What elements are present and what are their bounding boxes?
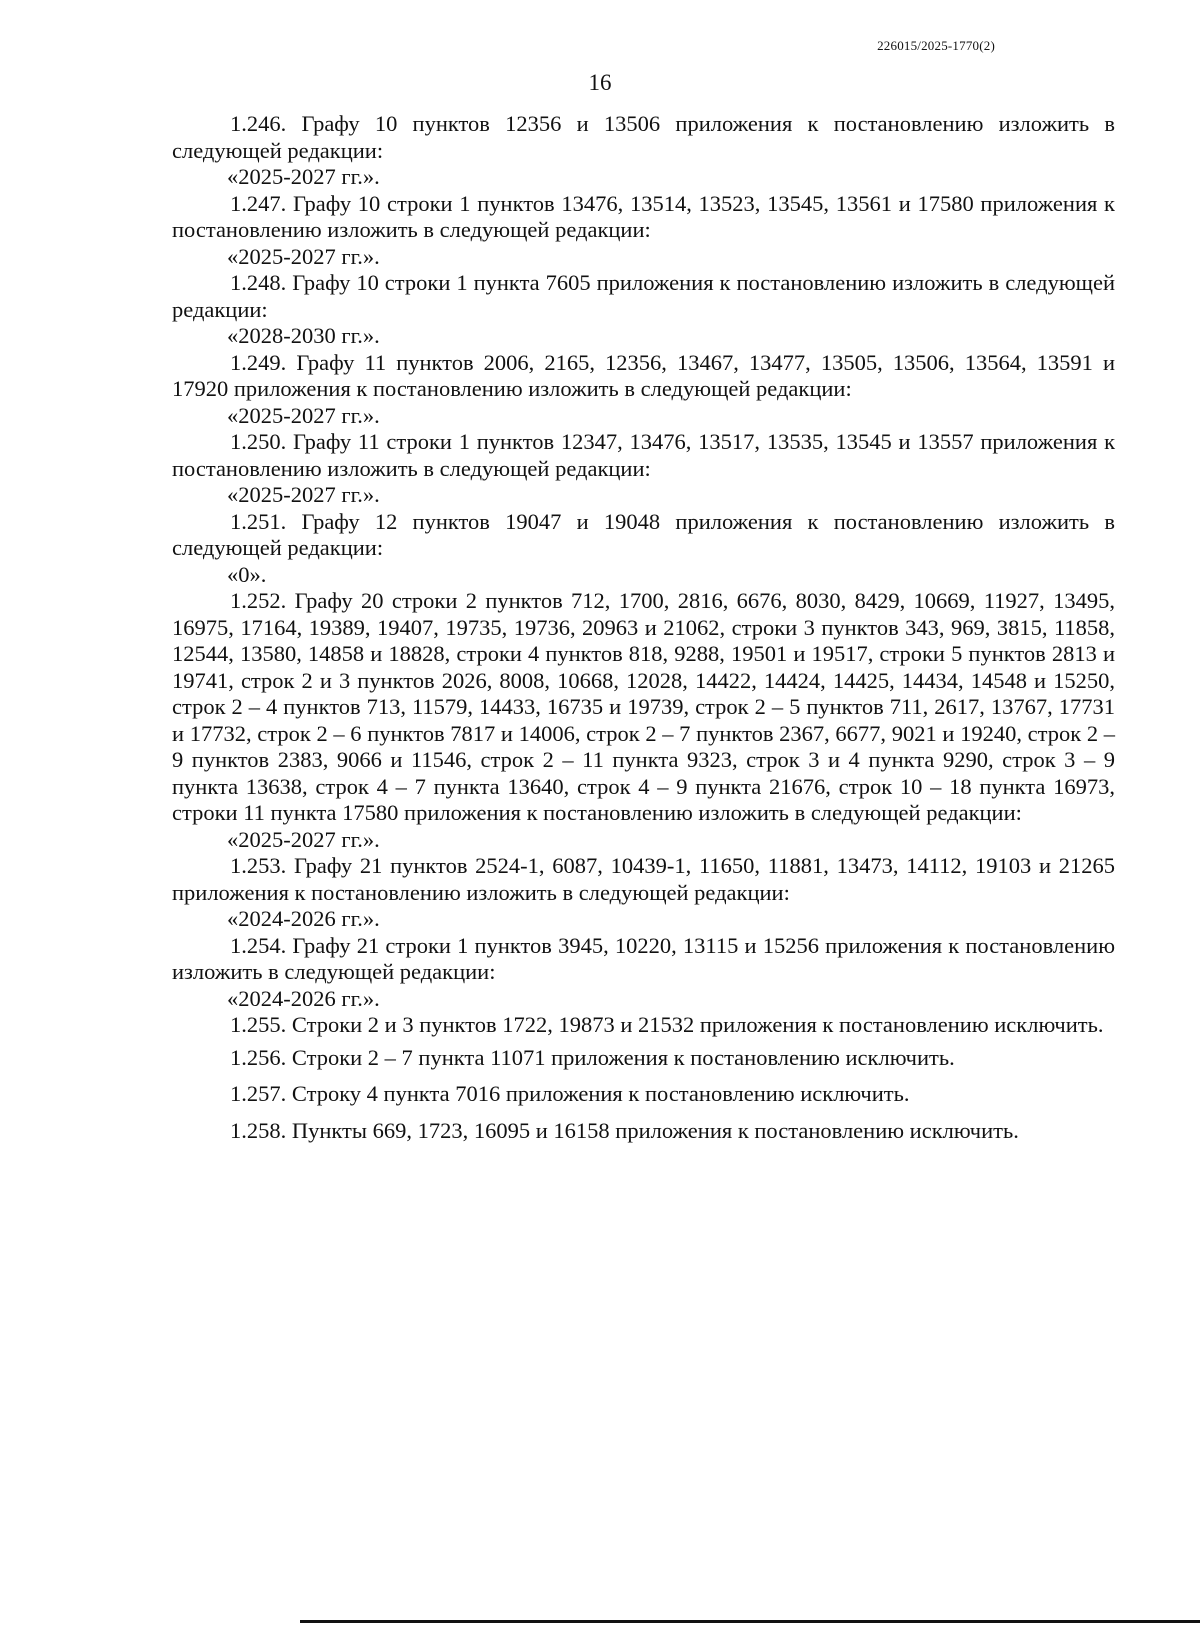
- quote-1-246: «2025-2027 гг.».: [227, 164, 380, 189]
- quote-1-249: «2025-2027 гг.».: [227, 402, 380, 428]
- quote-1-253: «2024-2026 гг.».: [227, 906, 380, 931]
- paragraph-1-254: 1.254. Графу 21 строки 1 пунктов 3945, 10220, 13115 и 15256 приложения к постановлению изложить в следующей редакции:: [172, 932, 1115, 984]
- quote-1-248: «2028-2030 гг.».: [227, 323, 380, 348]
- document-body: [172, 111, 1115, 1154]
- paragraph-1-252: 1.252. Графу 20 строки 2 пунктов 712, 1700, 2816, 6676, 8030, 8429, 10669, 11927, 13495, 16975, 17164, 19389, 19407, 19735, 19736, 20963 и 21062, строки 3 пунктов 343, 969, 3815, 11858, 12544, 13580, 14858 и 18828, строки 4 пунктов 818, 9288, 19501 и 19517, строки 5 пунктов 2813 и 19741, строк 2 и 3 пунктов 2026, 8008, 10668, 12028, 14422, 14424, 14425, 14434, 14548 и 15250, строк 2 – 4 пунктов 713, 11579, 14433, 16735 и 19739, строк 2 – 5 пунктов 711, 2617, 13767, 17731 и 17732, строк 2 – 6 пунктов 7817 и 14006, строк 2 – 7 пунктов 2367, 6677, 9021 и 19240, строк 2 – 9 пунктов 2383, 9066 и 11546, строк 2 – 11 пункта 9323, строк 3 и 4 пункта 9290, строк 3 – 9 пункта 13638, строк 4 – 7 пункта 13640, строк 4 – 9 пункта 21676, строк 10 – 18 пункта 16973, строки 11 пункта 17580 приложения к постановлению изложить в следующей редакции:: [172, 588, 1115, 825]
- paragraph-1-247: 1.247. Графу 10 строки 1 пунктов 13476, 13514, 13523, 13545, 13561 и 17580 приложения к постановлению изложить в следующей редакции:: [172, 190, 1115, 242]
- paragraph-1-253: 1.253. Графу 21 пунктов 2524-1, 6087, 10439-1, 11650, 11881, 13473, 14112, 19103 и 21265 приложения к постановлению изложить в следующей редакции:: [172, 853, 1115, 905]
- quote-1-250: «2025-2027 гг.».: [227, 482, 380, 507]
- paragraph-1-256: 1.256. Строки 2 – 7 пункта 11071 приложения к постановлению исключить.: [230, 1044, 955, 1070]
- quote-1-251: «0».: [227, 561, 267, 587]
- paragraph-1-251: 1.251. Графу 12 пунктов 19047 и 19048 приложения к постановлению изложить в следующей редакции:: [172, 508, 1115, 560]
- quote-1-254: «2024-2026 гг.».: [227, 985, 380, 1011]
- paragraph-1-246: 1.246. Графу 10 пунктов 12356 и 13506 приложения к постановлению изложить в следующей редакции:: [172, 111, 1115, 163]
- paragraph-1-248: 1.248. Графу 10 строки 1 пункта 7605 приложения к постановлению изложить в следующей редакции:: [172, 270, 1115, 322]
- paragraph-1-249: 1.249. Графу 11 пунктов 2006, 2165, 12356, 13467, 13477, 13505, 13506, 13564, 13591 и 17920 приложения к постановлению изложить в следующей редакции:: [172, 349, 1115, 401]
- paragraph-1-258: 1.258. Пункты 669, 1723, 16095 и 16158 приложения к постановлению исключить.: [230, 1117, 1019, 1143]
- scan-bottom-edge: [300, 1620, 1200, 1623]
- paragraph-1-257: 1.257. Строку 4 пункта 7016 приложения к постановлению исключить.: [230, 1081, 910, 1106]
- quote-1-247: «2025-2027 гг.».: [227, 243, 380, 269]
- document-id: 226015/2025-1770(2): [877, 38, 995, 53]
- paragraph-1-255: 1.255. Строки 2 и 3 пунктов 1722, 19873 и 21532 приложения к постановлению исключить.: [230, 1012, 1104, 1037]
- paragraph-1-250: 1.250. Графу 11 строки 1 пунктов 12347, 13476, 13517, 13535, 13545 и 13557 приложения к постановлению изложить в следующей редакции:: [172, 429, 1115, 481]
- quote-1-252: «2025-2027 гг.».: [227, 826, 380, 852]
- page-number: 16: [588, 70, 612, 95]
